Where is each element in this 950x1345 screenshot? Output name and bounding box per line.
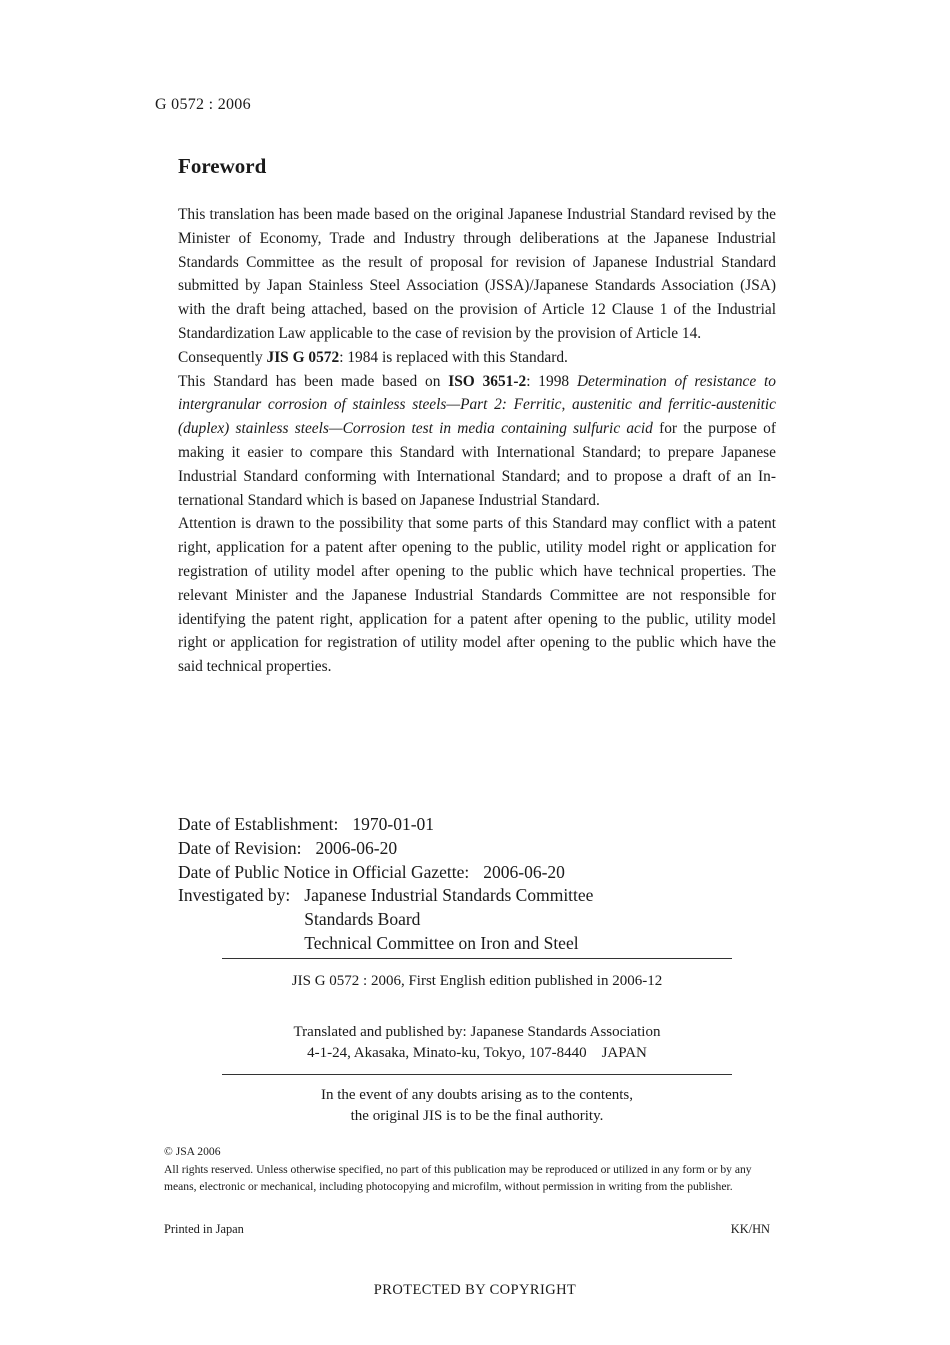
protected-notice: PROTECTED BY COPYRIGHT (373, 1282, 577, 1298)
printer-code: KK/HN (730, 1222, 770, 1236)
establishment-label: Date of Establishment: (178, 814, 339, 834)
revision-row (178, 837, 593, 861)
authority-note-line: In the event of any doubts arising as to the contents, (320, 1087, 633, 1103)
notice-value: 2006-06-20 (483, 861, 565, 882)
publisher-address: 4-1-24, Akasaka, Minato-ku, Tokyo, 107-8440 JAPAN (307, 1045, 647, 1061)
establishment-value: 1970-01-01 (352, 814, 435, 834)
revision-label: Date of Revision: (178, 837, 302, 858)
investigated-row (178, 884, 593, 955)
p3-text: This Standard has been made based on (178, 372, 449, 390)
p2-text: Consequently (178, 348, 267, 366)
copyright-line: © JSA 2006 (164, 1145, 221, 1158)
foreword-body (178, 203, 776, 679)
foreword-paragraph-1: This translation has been made based on the original Japanese Industrial Standard revised by the Minister of Economy, Trade and Industry through deliberations at the Japanese Industrial Standards Committee as the result of proposal for revision of Japanese Industrial Standard submitted by Japan Stainless Steel Association (JSSA)/Japanese Standards Association (JSA) with the draft being attached, based on the provision of Article 12 Clause 1 of the Industrial Standardization Law applicable to the case of revision by the provision of Article 14. (178, 206, 776, 342)
investigated-list (304, 884, 593, 955)
foreword-paragraph-2 (178, 346, 776, 370)
authority-note (222, 1085, 732, 1127)
investigator-item: Standards Board (304, 909, 421, 930)
edition-line: JIS G 0572 : 2006, First English edition published in 2006-12 (291, 973, 663, 989)
iso-title: Determination of resistance to intergranular corrosion of stainless steels—Part 2: Ferritic, austenitic and ferritic-austenitic (duplex) stainless steels—Corrosion test in media containing sulfuric acid (178, 372, 776, 438)
p3-text-end: for the purpose of making it easier to compare this Standard with International Standard; to prepare Japanese Industrial Standard conforming with International Standard; and to propose a draft of an International Standard which is based on Japanese Industrial Standard. (178, 420, 776, 509)
copyright-block (164, 1143, 772, 1196)
foreword-title: Foreword (178, 154, 267, 178)
p2-text-end: : 1984 is replaced with this Standard. (339, 348, 568, 366)
investigator-item: Technical Committee on Iron and Steel (304, 932, 579, 953)
publisher-line: Translated and published by: Japanese Standards Association (293, 1024, 661, 1040)
establishment-row (178, 813, 593, 837)
authority-note-line: the original JIS is to be the final authority. (350, 1108, 604, 1124)
publisher-block (222, 1022, 732, 1064)
page-header-code: G 0572 : 2006 (155, 96, 251, 113)
jis-reference: JIS G 0572 (266, 348, 340, 366)
divider-bottom (222, 1074, 732, 1075)
divider-top (222, 958, 732, 959)
iso-reference: ISO 3651-2 (448, 372, 527, 390)
printed-in: Printed in Japan (164, 1222, 244, 1236)
revision-value: 2006-06-20 (315, 837, 398, 858)
notice-label: Date of Public Notice in Official Gazette: (178, 861, 470, 882)
foreword-paragraph-4: Attention is drawn to the possibility that some parts of this Standard may conflict with a patent right, application for a patent after opening to the public, utility model right or application for registration of utility model after opening to the public which have technical properties. The relevant Minister and the Japanese Industrial Standards Committee are not responsible for identifying the patent right, application for a patent after opening to the public, utility model right or application for registration of utility model after opening to the public which have the said technical properties. (178, 515, 776, 676)
notice-row (178, 861, 593, 885)
p3-year: : 1998 (526, 372, 577, 390)
printed-row (164, 1222, 770, 1237)
rights-statement: All rights reserved. Unless otherwise specified, no part of this publication may be reproduced or utilized in any form or by any means, electronic or mechanical, including photocopying and microfilm, without permission in writing from the publisher. (164, 1162, 752, 1193)
foreword-paragraph-3 (178, 370, 776, 513)
investigated-label: Investigated by: (178, 885, 291, 906)
dates-block (178, 813, 593, 956)
investigator-item: Japanese Industrial Standards Committee (304, 885, 594, 906)
